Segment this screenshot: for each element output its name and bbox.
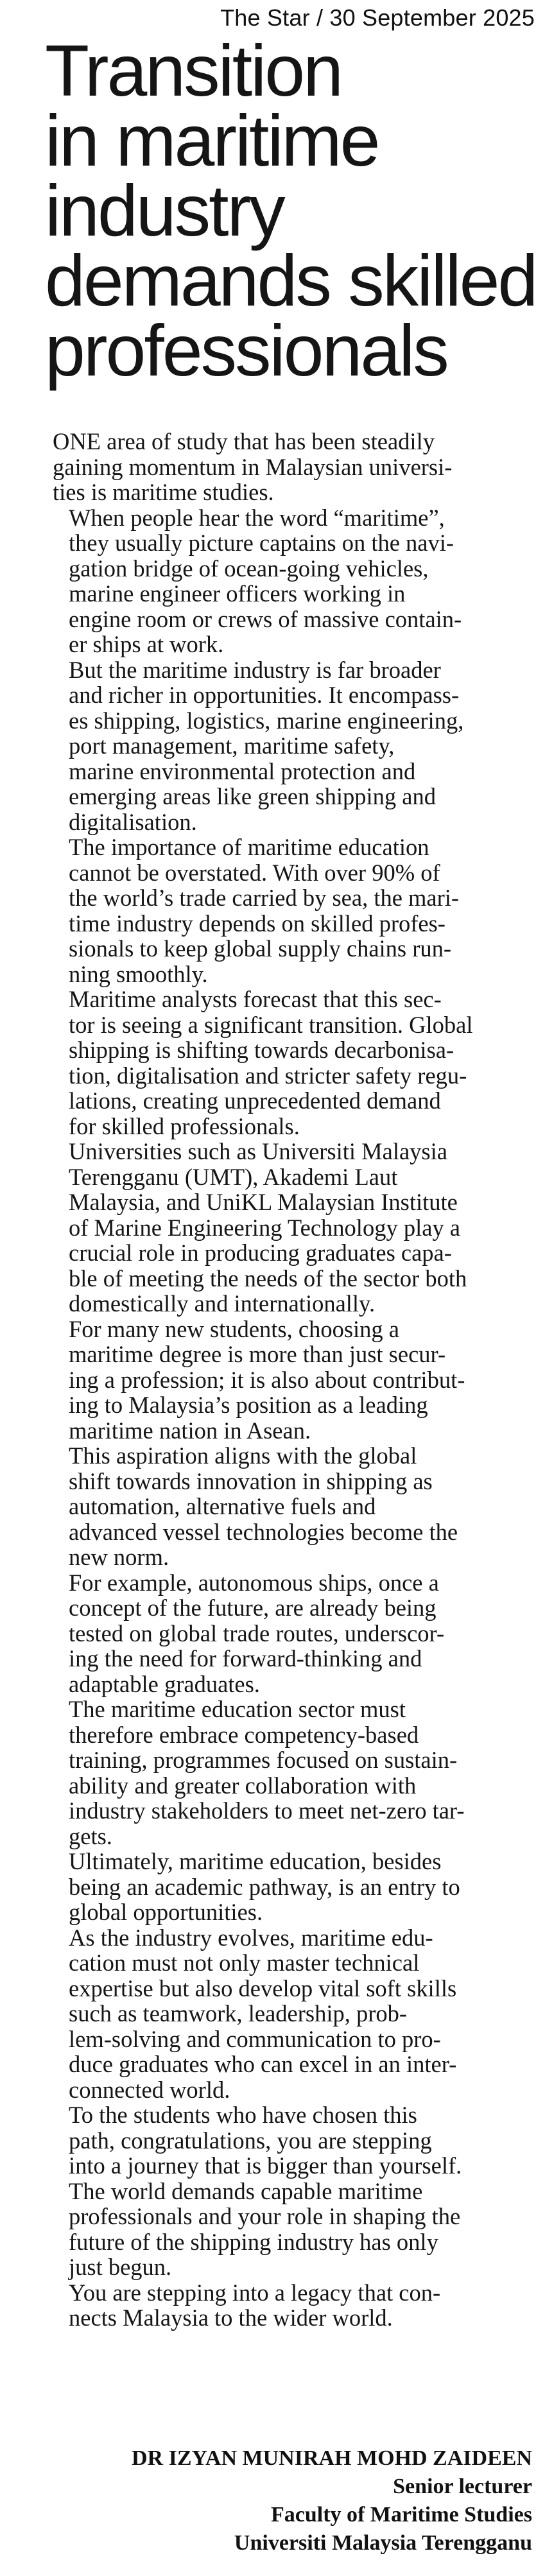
paragraph-line: marine engineer officers working in (69, 580, 406, 607)
paragraph-line: cannot be overstated. With over 90% of (69, 859, 440, 886)
paragraph-line: industry stakeholders to meet net-zero tar- (69, 1797, 465, 1824)
paragraph (53, 1697, 539, 1849)
paragraph (53, 1849, 539, 1925)
paragraph-line: time industry depends on skilled profes- (69, 910, 446, 937)
paragraph-line: adaptable graduates. (69, 1670, 260, 1697)
paragraph-line: training, programmes focused on sustain- (69, 1747, 458, 1773)
article-body (53, 429, 539, 2331)
paragraph (53, 1139, 539, 1317)
paragraph-line: gaining momentum in Malaysian universi- (53, 453, 453, 480)
paragraph-line: The maritime education sector must (69, 1696, 406, 1722)
paragraph-line: Universities such as Universiti Malaysia (69, 1138, 447, 1164)
paragraph (53, 1925, 539, 2103)
paragraph-line: new norm. (69, 1544, 169, 1570)
paragraph-line: automation, alternative fuels and (69, 1493, 376, 1519)
paragraph-line: nects Malaysia to the wider world. (69, 2304, 393, 2331)
paragraph-line: ble of meeting the needs of the sector both (69, 1265, 467, 1292)
paragraph-line: For many new students, choosing a (69, 1315, 399, 1342)
paragraph-line: cation must not only master technical (69, 1949, 420, 1976)
paragraph-line: ing a profession; it is also about contribut- (69, 1366, 465, 1393)
paragraph-line: advanced vessel technologies become the (69, 1518, 458, 1545)
paragraph-line: As the industry evolves, maritime edu- (69, 1924, 433, 1951)
paragraph-line: er ships at work. (69, 631, 224, 657)
paragraph (53, 834, 539, 987)
paragraph-line: duce graduates who can excel in an inter- (69, 2051, 457, 2077)
paragraph-line: ing to Malaysia’s position as a leading (69, 1392, 428, 1418)
paragraph (53, 1570, 539, 1697)
paragraph-line: for skilled professionals. (69, 1112, 300, 1139)
author-name: DR IZYAN MUNIRAH MOHD ZAIDEEN (131, 2446, 532, 2470)
paragraph-line: concept of the future, are already being (69, 1595, 437, 1621)
paragraph-line: connected world. (69, 2076, 230, 2103)
paragraph-line: sionals to keep global supply chains run- (69, 935, 452, 962)
paragraph-line: The importance of maritime education (69, 834, 429, 860)
paragraph-line: shift towards innovation in shipping as (69, 1467, 433, 1494)
paragraph-line: ability and greater collaboration with (69, 1772, 417, 1799)
headline-line: in maritime (45, 100, 379, 181)
paragraph-line: they usually picture captains on the navi- (69, 530, 454, 556)
paragraph-line: Ultimately, maritime education, besides (69, 1848, 442, 1874)
paragraph-line: marine environmental protection and (69, 757, 416, 784)
paragraph-line: the world’s trade carried by sea, the mari- (69, 885, 460, 911)
paragraph-line: gation bridge of ocean-going vehicles, (69, 555, 429, 582)
paragraph-line: tested on global trade routes, underscor- (69, 1620, 445, 1647)
paragraph-line: just begun. (69, 2254, 172, 2280)
paragraph-line: digitalisation. (69, 808, 197, 835)
paragraph-line: tor is seeing a significant transition. Global (69, 1011, 473, 1038)
headline-line: Transition (45, 30, 342, 111)
paragraph (53, 2102, 539, 2280)
headline (45, 30, 537, 391)
paragraph-line: such as teamwork, leadership, prob- (69, 2000, 408, 2027)
author-position: Senior lecturer (393, 2475, 532, 2498)
paragraph-line: maritime degree is more than just secur- (69, 1341, 446, 1367)
paragraph (53, 1443, 539, 1570)
headline-line: demands skilled (45, 240, 537, 321)
paragraph-line: maritime nation in Asean. (69, 1417, 311, 1444)
paragraph-line: lem-solving and communication to pro- (69, 2025, 441, 2052)
paragraph-line: shipping is shifting towards decarbonisa- (69, 1037, 454, 1063)
paragraph-line: es shipping, logistics, marine engineering, (69, 707, 464, 734)
paragraph-line: of Marine Engineering Technology play a (69, 1214, 460, 1241)
masthead: The Star / 30 September 2025 (220, 4, 535, 31)
paragraph-line: The world demands capable maritime (69, 2177, 423, 2204)
paragraph-line: expertise but also develop vital soft skills (69, 1975, 457, 2001)
paragraph-line: Malaysia, and UniKL Malaysian Institute (69, 1189, 458, 1215)
paragraph-line: gets. (69, 1822, 112, 1849)
headline-line: industry (45, 170, 284, 251)
paragraph-line: tion, digitalisation and stricter safety regu- (69, 1062, 467, 1089)
byline (132, 2444, 532, 2557)
paragraph (53, 1317, 539, 1444)
paragraph-line: This aspiration aligns with the global (69, 1442, 417, 1469)
paragraph-line: Terengganu (UMT), Akademi Laut (69, 1163, 398, 1190)
paragraph-line: When people hear the word “maritime”, (69, 504, 445, 531)
paragraph-line: engine room or crews of massive contain- (69, 605, 462, 632)
paragraph-line: and richer in opportunities. It encompass- (69, 682, 460, 708)
paragraph-line: into a journey that is bigger than yourself. (69, 2152, 462, 2179)
paragraph-line: being an academic pathway, is an entry to (69, 1873, 460, 1900)
paragraph-line: Maritime analysts forecast that this sec- (69, 986, 442, 1012)
paragraph-line: port management, maritime safety, (69, 732, 395, 759)
paragraph-line: To the students who have chosen this (69, 2102, 417, 2128)
paragraph-line: But the maritime industry is far broader (69, 656, 441, 683)
author-faculty: Faculty of Maritime Studies (271, 2503, 532, 2527)
headline-line: professionals (45, 310, 447, 391)
paragraph-line: domestically and internationally. (69, 1290, 376, 1317)
paragraph-line: ties is maritime studies. (53, 479, 274, 505)
paragraph-line: lations, creating unprecedented demand (69, 1087, 441, 1114)
paragraph-line: crucial role in producing graduates capa- (69, 1240, 452, 1266)
paragraph-line: ONE area of study that has been steadily (53, 428, 435, 454)
paragraph-line: For example, autonomous ships, once a (69, 1569, 439, 1596)
paragraph-line: You are stepping into a legacy that con- (69, 2279, 441, 2306)
paragraph-line: ning smoothly. (69, 960, 208, 987)
paragraph (53, 429, 539, 505)
paragraph-line: emerging areas like green shipping and (69, 783, 436, 809)
paragraph-line: ing the need for forward-thinking and (69, 1645, 422, 1672)
paragraph-line: professionals and your role in shaping the (69, 2203, 461, 2229)
paragraph-line: therefore embrace competency-based (69, 1721, 419, 1748)
author-university: Universiti Malaysia Terengganu (234, 2531, 532, 2555)
paragraph (53, 2280, 539, 2331)
paragraph-line: global opportunities. (69, 1899, 263, 1925)
paragraph (53, 987, 539, 1139)
paragraph (53, 657, 539, 835)
paragraph (53, 505, 539, 657)
paragraph-line: future of the shipping industry has only (69, 2228, 438, 2255)
paragraph-line: path, congratulations, you are stepping (69, 2127, 432, 2154)
